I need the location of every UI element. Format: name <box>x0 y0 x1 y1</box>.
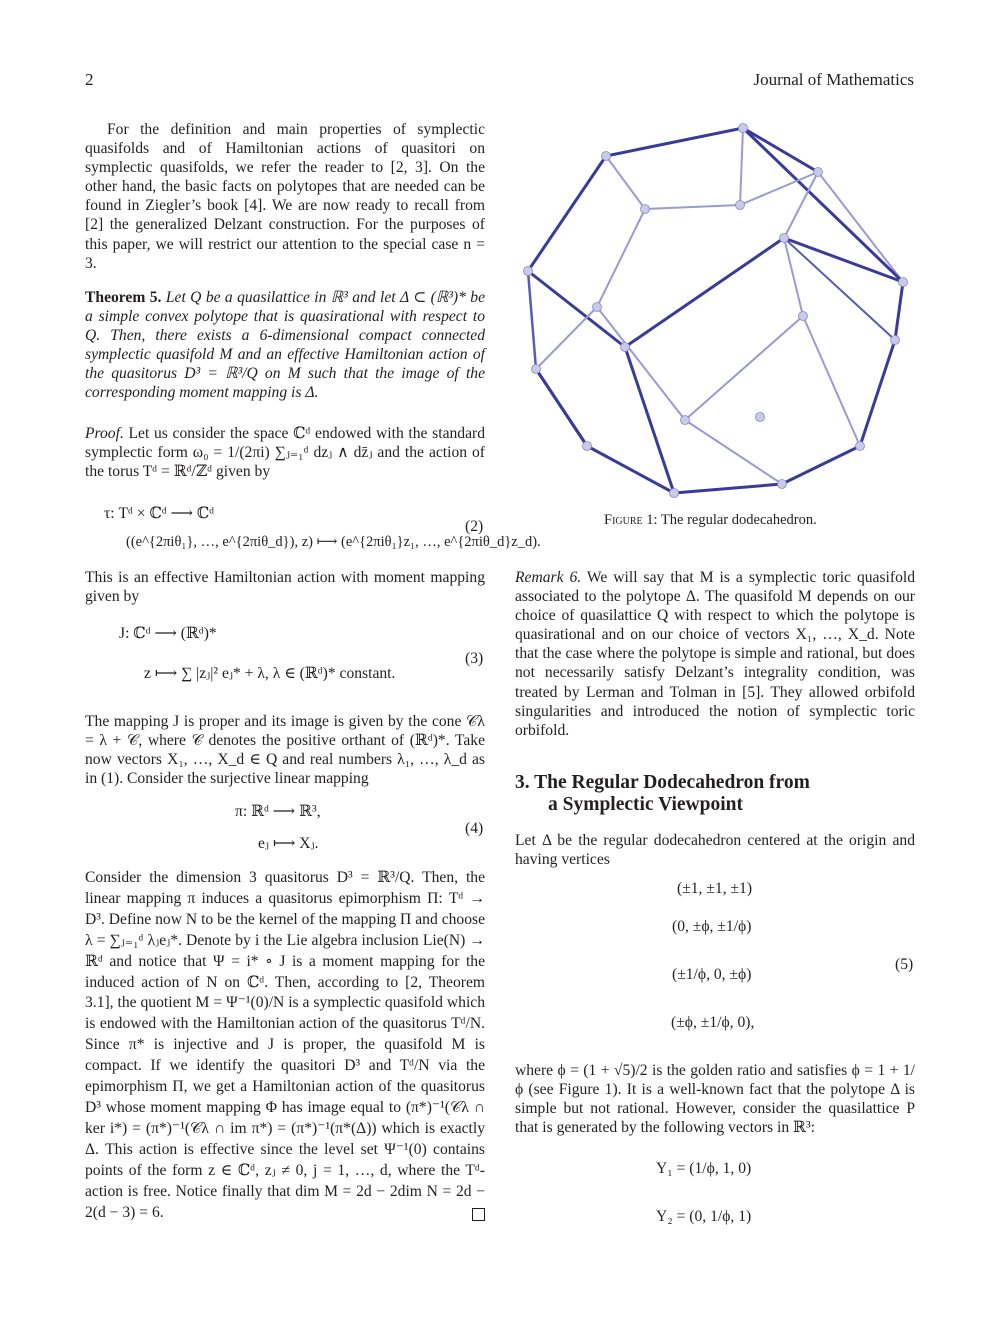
eq2-line1: τ: Tᵈ × ℂᵈ ⟶ ℂᵈ <box>104 505 215 522</box>
eq5-row1: (±1, ±1, ±1) <box>677 880 753 897</box>
section-3-para1 <box>515 831 915 869</box>
proof-label: Proof. <box>85 425 124 442</box>
theorem-5 <box>85 288 485 403</box>
dodecahedron-vertex <box>756 413 765 422</box>
dodecahedron-figure <box>512 118 912 502</box>
proof-text-4: Consider the dimension 3 quasitorus D³ = ℝ³/Q. Then, the linear mapping π induces a quasitorus epimorphism Π: Tᵈ → D³. Define now N to be the kernel of the mapping Π and choose λ = ∑ⱼ₌₁ᵈ λⱼeⱼ*. Denote by i the Lie algebra inclusion Lie(N) → ℝᵈ and notice that Ψ = i* ∘ J is a moment mapping for the induced action of N on ℂᵈ. Then, according to [2, Theorem 3.1], the quotient M = Ψ⁻¹(0)/N is a symplectic quasifold which is endowed with the Hamiltonian action of the quasitorus Tᵈ/N. Since π* is injective and J is proper, the quasifold M is compact. If we identify the quasitori D³ and Tᵈ/N via the epimorphism Π, we get a Hamiltonian action of the quasitorus D³ whose moment mapping Φ has image equal to (π*)⁻¹(𝒞λ ∩ ker i*) = (π*)⁻¹(𝒞λ ∩ im π*) = (π*)⁻¹(π*(Δ)) which is exactly Δ. This action is effective since the level set Ψ⁻¹(0) contains points of the form z ∈ ℂᵈ, zⱼ ≠ 0, j = 1, …, d, where the Tᵈ-action is free. Notice finally that dim M = 2d − 2dim N = 2d − 2(d − 3) = 6. <box>85 869 485 1221</box>
dodecahedron-edge <box>784 238 895 340</box>
proof-para4 <box>85 868 485 1223</box>
dodecahedron-vertex <box>739 124 748 133</box>
proof-text-2: This is an effective Hamiltonian action with moment mapping given by <box>85 569 485 606</box>
dodecahedron-vertex <box>621 343 630 352</box>
eq4-line1: π: ℝᵈ ⟶ ℝ³, <box>235 803 321 820</box>
intro-paragraph <box>85 120 485 273</box>
dodecahedron-edge <box>895 282 903 340</box>
dodecahedron-vertex <box>681 416 690 425</box>
dodecahedron-vertex <box>532 365 541 374</box>
remark-text: We will say that M is a symplectic toric quasifold associated to the polytope Δ. The quasifold M depends on our choice of quasilattice Q with respect to which the polytope is quasirational and on our choice of vectors X₁, …, X_d. Note that the case where the polytope is simple and rational, but does not necessarily satisfy Delzant’s integrality condition, was treated by Lerman and Tolman in [5]. They allowed orbifold singularities and introduced the notion of symplectic toric orbifold. <box>515 569 915 739</box>
proof-para1 <box>85 424 485 481</box>
proof-para3 <box>85 712 485 788</box>
theorem-label: Theorem 5. <box>85 289 162 306</box>
dodecahedron-edge <box>740 128 743 205</box>
dodecahedron-vertex <box>583 442 592 451</box>
figure-caption <box>604 512 817 529</box>
qed-square-icon <box>472 1208 485 1221</box>
proof-text-3: The mapping J is proper and its image is given by the cone 𝒞λ = λ + 𝒞, where 𝒞 denotes the positive orthant of (ℝᵈ)*. Take now vectors X₁, …, X_d ∈ Q and real numbers λ₁, …, λ_d as in (1). Consider the surjective linear mapping <box>85 713 485 788</box>
dodecahedron-edge <box>803 316 860 446</box>
dodecahedron-edge <box>528 156 606 271</box>
dodecahedron-edge <box>625 238 784 347</box>
dodecahedron-vertex <box>856 442 865 451</box>
dodecahedron-vertex <box>524 267 533 276</box>
journal-title: Journal of Mathematics <box>753 70 914 89</box>
section-3-title <box>515 772 915 816</box>
dodecahedron-vertex <box>899 278 908 287</box>
dodecahedron-edge <box>536 369 587 446</box>
dodecahedron-edge <box>645 205 740 209</box>
figure-caption-text: The regular dodecahedron. <box>660 512 817 528</box>
dodecahedron-edge <box>743 128 903 282</box>
page-number: 2 <box>85 70 94 89</box>
remark-6 <box>515 568 915 740</box>
section-3-title-line1: 3. The Regular Dodecahedron from <box>515 772 810 793</box>
dodecahedron-edge <box>784 238 803 316</box>
remark-label: Remark 6. <box>515 569 582 586</box>
dodecahedron-edge <box>528 271 536 369</box>
dodecahedron-edge <box>536 307 597 369</box>
dodecahedron-edge <box>674 484 782 493</box>
dodecahedron-vertex <box>780 234 789 243</box>
dodecahedron-edge <box>597 209 645 307</box>
y2-vector: Y₂ = (0, 1/ϕ, 1) <box>656 1208 752 1225</box>
dodecahedron-edge <box>606 156 645 209</box>
section-3-text-1: Let Δ be the regular dodecahedron centered at the origin and having vertices <box>515 832 915 869</box>
eq4-line2: eⱼ ⟼ Xⱼ. <box>258 835 319 852</box>
eq2-number: (2) <box>465 518 484 535</box>
section-3-para2 <box>515 1061 915 1137</box>
eq5-row2: (0, ±ϕ, ±1/ϕ) <box>672 918 752 935</box>
dodecahedron-edge <box>860 340 895 446</box>
dodecahedron-edge <box>782 446 860 484</box>
dodecahedron-vertex <box>641 205 650 214</box>
eq2-line2: ((e^{2πiθ₁}, …, e^{2πiθ_d}), z) ⟼ (e^{2πiθ₁}z₁, …, e^{2πiθ_d}z_d). <box>126 534 541 550</box>
dodecahedron-edge <box>685 420 782 484</box>
dodecahedron-vertex <box>736 201 745 210</box>
eq5-row4: (±ϕ, ±1/ϕ, 0), <box>671 1014 755 1031</box>
dodecahedron-vertex <box>778 480 787 489</box>
eq3-line2: z ⟼ ∑ |zⱼ|² eⱼ* + λ, λ ∈ (ℝᵈ)* constant. <box>144 665 396 682</box>
dodecahedron-edge <box>528 271 625 347</box>
eq3-number: (3) <box>465 650 484 667</box>
eq3-line1: J: ℂᵈ ⟶ (ℝᵈ)* <box>119 625 217 642</box>
dodecahedron-vertex <box>593 303 602 312</box>
proof-text-1: Let us consider the space ℂᵈ endowed with the standard symplectic form ω₀ = 1/(2πi) ∑ⱼ₌₁ᵈ dzⱼ ∧ dz̄ⱼ and the action of the torus Tᵈ = ℝᵈ/ℤᵈ given by <box>85 425 485 481</box>
eq4-number: (4) <box>465 820 484 837</box>
intro-text: For the definition and main properties of symplectic quasifolds and of Hamiltonian actions of quasitori on symplectic quasifolds, we refer the reader to [2, 3]. On the other hand, the basic facts on polytopes that are needed can be found in Ziegler’s book [4]. We are now ready to recall from [2] the generalized Delzant construction. For the purposes of this paper, we will restrict our attention to the special case n = 3. <box>85 121 485 272</box>
section-3-text-2: where ϕ = (1 + √5)/2 is the golden ratio and satisfies ϕ = 1 + 1/ϕ (see Figure 1). It is a well-known fact that the polytope Δ is simple but not rational. However, consider the quasilattice P that is generated by the following vectors in ℝ³: <box>515 1062 915 1137</box>
proof-para2 <box>85 568 485 606</box>
dodecahedron-vertex <box>891 336 900 345</box>
dodecahedron-edge <box>606 128 743 156</box>
dodecahedron-vertex <box>670 489 679 498</box>
dodecahedron-vertex <box>602 152 611 161</box>
y1-vector: Y₁ = (1/ϕ, 1, 0) <box>656 1160 752 1177</box>
eq5-number: (5) <box>895 956 914 973</box>
figure-caption-prefix: Figure 1: <box>604 512 658 528</box>
dodecahedron-edge <box>597 307 685 420</box>
theorem-text: Let Q be a quasilattice in ℝ³ and let Δ ⊂ (ℝ³)* be a simple convex polytope that is quasirational with respect to Q. Then, there exists a 6-dimensional compact connected symplectic quasifold M and an effective Hamiltonian action of the quasitorus D³ = ℝ³/Q on M such that the image of the corresponding moment mapping is Δ. <box>85 289 486 402</box>
eq5-row3: (±1/ϕ, 0, ±ϕ) <box>672 966 752 983</box>
section-3-title-line2: a Symplectic Viewpoint <box>548 794 743 815</box>
dodecahedron-vertex <box>814 168 823 177</box>
dodecahedron-edge <box>685 316 803 420</box>
dodecahedron-vertex <box>799 312 808 321</box>
